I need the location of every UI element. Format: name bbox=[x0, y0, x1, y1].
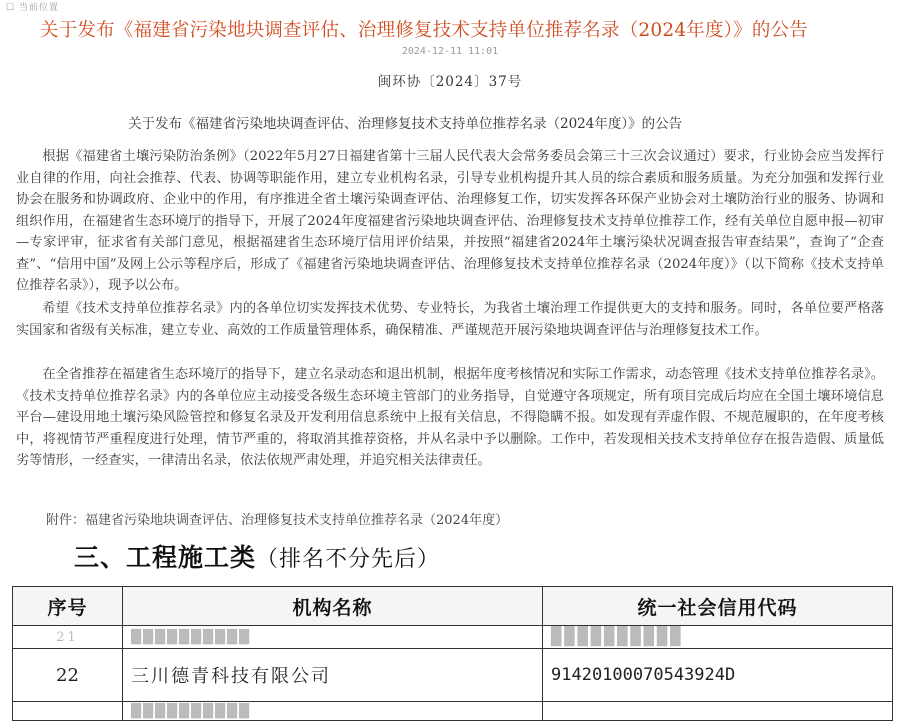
corner-mark: ☐ 当前位置 bbox=[6, 3, 59, 13]
announcement-title: 关于发布《福建省污染地块调查评估、治理修复技术支持单位推荐名录（2024年度）》的公告 bbox=[40, 20, 808, 41]
section-title: 三、工程施工类 bbox=[74, 543, 257, 572]
attachment-line: 附件：福建省污染地块调查评估、治理修复技术支持单位推荐名录（2024年度） bbox=[46, 513, 509, 528]
cell-name: ██████████ bbox=[123, 626, 543, 649]
table-row-cut-bottom bbox=[13, 702, 893, 721]
section-note: （排名不分先后） bbox=[256, 547, 441, 572]
body-paragraph-2: 希望《技术支持单位推荐名录》内的各单位切实发挥技术优势、专业特长，为我省土壤治理工作提供更大的支持和服务。同时，各单位要严格落实国家和省级有关标准，建立专业、高效的工作质量管理体系，确保精准、严谨规范开展污染地块调查评估与治理修复技术工作。 bbox=[16, 301, 884, 338]
cell-no bbox=[13, 702, 123, 721]
cell-name: ██████████ bbox=[123, 702, 543, 721]
cell-code: 91420100070543924D bbox=[543, 649, 893, 702]
document-number: 闽环协〔2024〕37号 bbox=[377, 74, 523, 90]
cell-name: 三川德青科技有限公司 bbox=[123, 649, 543, 702]
cell-code bbox=[543, 702, 893, 721]
cell-no: 21 bbox=[13, 626, 123, 649]
cell-code: ██████████ bbox=[543, 626, 893, 649]
header-code: 统一社会信用代码 bbox=[543, 587, 893, 626]
publish-datetime: 2024-12-11 11:01 bbox=[401, 46, 499, 57]
body-paragraph-1: 根据《福建省土壤污染防治条例》（2022年5月27日福建省第十三届人民代表大会常务委员会第三十三次会议通过）要求，行业协会应当发挥行业自律的作用，向社会推荐、代表、协调等职能作用，建立专业机构名录，引导专业机构提升其人员的综合素质和服务质量。为充分加强和发挥行业协会在服务和协调政府、企业中的作用，有序推进全省土壤污染调查评估、治理修复工作，切实发挥各环保产业协会对土壤防治行业的服务、协调和组织作用，在福建省生态环境厅的指导下，开展了2024年度福建省污染地块调查评估、治理修复技术支持单位推荐工作，经有关单位自愿申报—初审—专家评审，征求省有关部门意见，根据福建省生态环境厅信用评价结果，并按照“福建省2024年土壤污染状况调查报告审查结果”，查询了“企查查”、“信用中国”及网上公示等程序后，形成了《福建省污染地块调查评估、治理修复技术支持单位推荐名录（2024年度）》（以下简称《技术支持单位推荐名录》），现予以公布。 bbox=[16, 149, 884, 293]
table-header-row bbox=[13, 587, 893, 626]
table-row bbox=[13, 649, 893, 702]
header-name: 机构名称 bbox=[123, 587, 543, 626]
document-subtitle: 关于发布《福建省污染地块调查评估、治理修复技术支持单位推荐名录（2024年度）》的公告 bbox=[128, 116, 683, 132]
body-paragraph-3: 在全省推荐在福建省生态环境厅的指导下，建立名录动态和退出机制，根据年度考核情况和实际工作需求，动态管理《技术支持单位推荐名录》。《技术支持单位推荐名录》内的各单位应主动接受各级生态环境主管部门的业务指导，自觉遵守各项规定，所有项目完成后均应在全国土壤环境信息平台—建设用地土壤污染风险管控和修复名录及开发利用信息系统中上报有关信息，不得隐瞒不报。如发现有弄虚作假、不规范履职的，在年度考核中，将视情节严重程度进行处理，情节严重的，将取消其推荐资格，并从名录中予以删除。工作中，若发现相关技术支持单位存在报告造假、质量低劣等情形，一经查实，一律清出名录，依法依规严肃处理，并追究相关法律责任。 bbox=[16, 367, 884, 468]
org-table bbox=[12, 586, 892, 721]
section-heading bbox=[74, 538, 440, 574]
header-no: 序号 bbox=[13, 587, 123, 626]
cell-no: 22 bbox=[13, 649, 123, 702]
table-row-cut-top bbox=[13, 626, 893, 649]
